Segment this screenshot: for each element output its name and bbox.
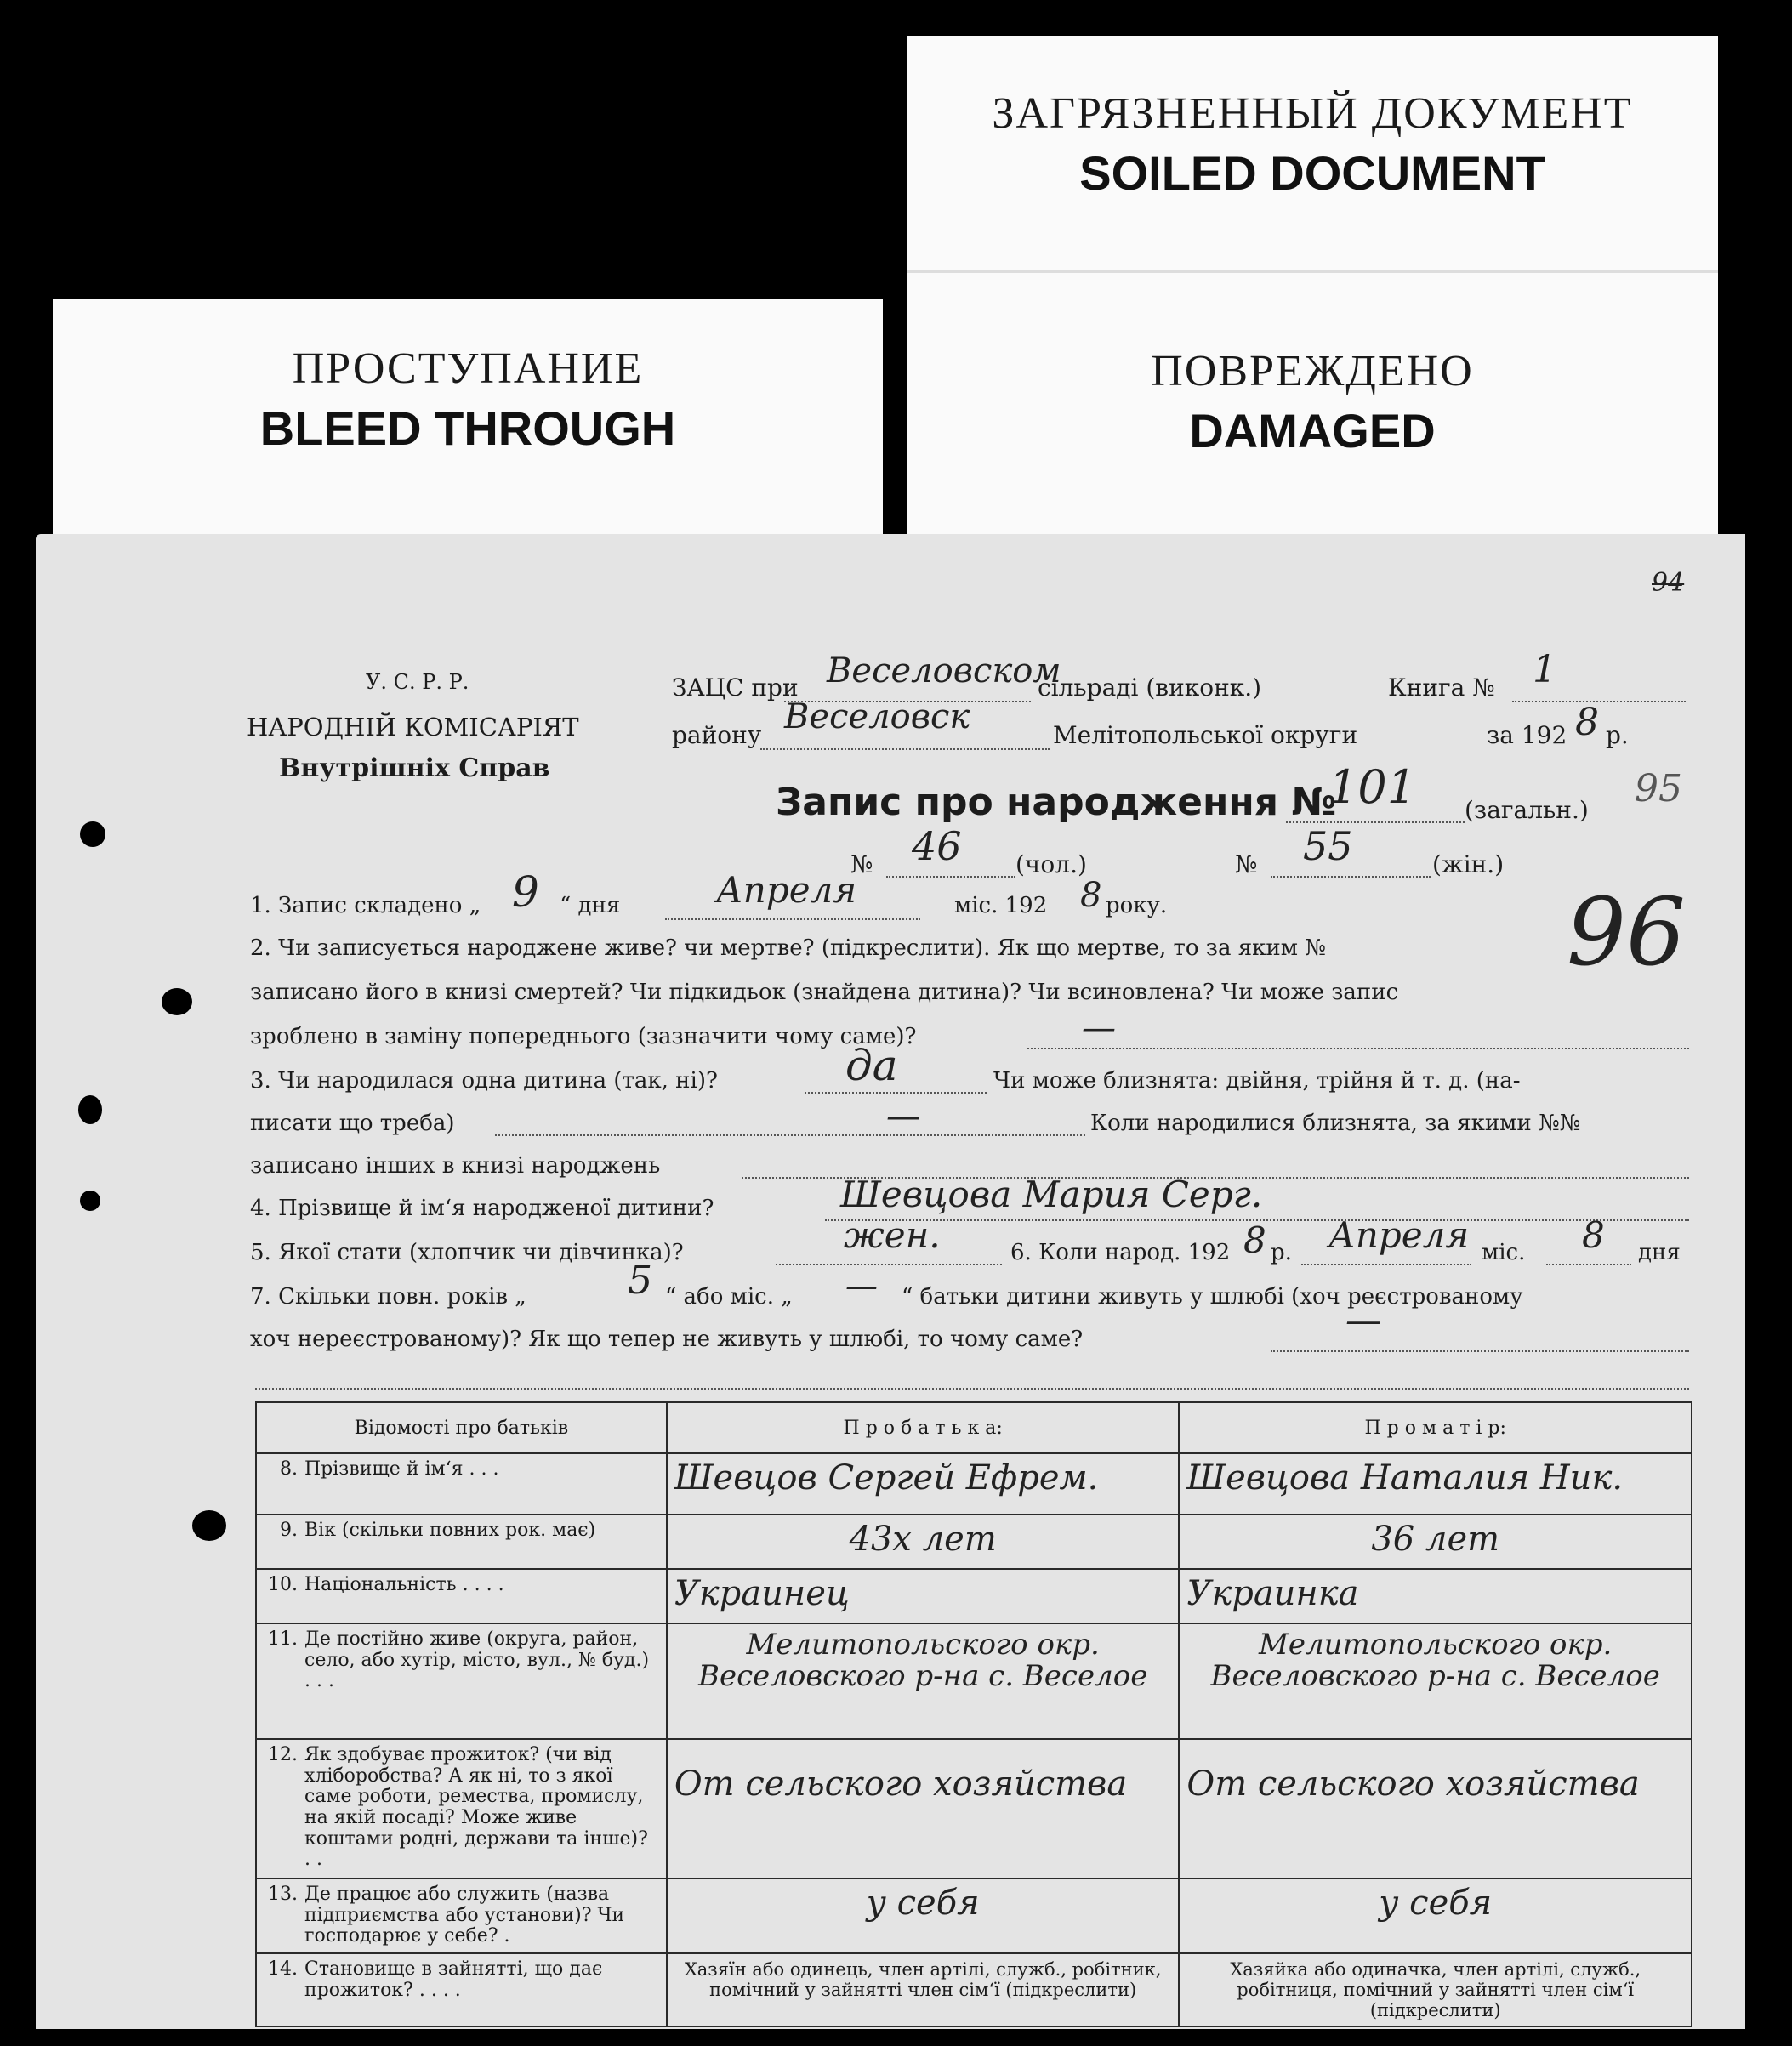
record-month-handwritten: Апреля xyxy=(716,869,857,911)
bleed-label-en: BLEED THROUGH xyxy=(259,401,676,455)
line3b-text: Чи може близнята: двійня, трійня й т. д. (на- xyxy=(993,1068,1521,1094)
line3c-line xyxy=(495,1134,1085,1136)
record-number-handwritten: 101 xyxy=(1328,760,1417,814)
mother-occupation-status: Хазяйка або одиначка, член артілі, служб., робітниця, помічний у зайнятті член сім‘ї (підкреслити) xyxy=(1179,1953,1692,2026)
table-row xyxy=(256,1623,1692,1739)
line2-text: 2. Чи записується народжене живе? чи мертве? (підкреслити). Як що мертве, то за яким № xyxy=(250,935,1326,961)
replacement-handwritten: — xyxy=(1082,1009,1116,1048)
bleed-label-ru: ПРОСТУПАНИЕ xyxy=(292,344,644,393)
soiled-label-en: SOILED DOCUMENT xyxy=(1079,146,1545,200)
record-month-line xyxy=(665,918,920,920)
soiled-label-ru: ЗАГРЯЗНЕННЫЙ ДОКУМЕНТ xyxy=(992,89,1633,138)
punch-hole xyxy=(162,988,192,1015)
marriage-years-handwritten: 5 xyxy=(628,1257,653,1303)
col-head-mother: П р о м а т і р: xyxy=(1179,1402,1692,1453)
line3a-text: 3. Чи народилася одна дитина (так, ні)? xyxy=(250,1068,718,1094)
bleed-through-card xyxy=(53,299,883,546)
row-label: Національність . . . . xyxy=(304,1574,504,1595)
district-line xyxy=(760,748,1050,750)
line3e-text: записано інших в книзі народжень xyxy=(250,1153,661,1179)
line6-label-c: міс. xyxy=(1482,1240,1526,1265)
father-occupation-status: Хазяїн або одинець, член артілі, служб., робітник, помічний у зайнятті член сім‘ї (підкреслити) xyxy=(667,1953,1180,2026)
line7-label-b: “ або міс. „ xyxy=(665,1284,793,1310)
row-number: 10. xyxy=(268,1574,298,1595)
line2c-text: зроблено в заміну попереднього (зазначити чому саме)? xyxy=(250,1024,917,1049)
line6-month-line xyxy=(1301,1264,1471,1265)
line5-line xyxy=(776,1264,1002,1265)
line6-label-d: дня xyxy=(1638,1240,1681,1265)
line7-label-c: “ батьки дитини живуть у шлюбі (хоч реєстрованому xyxy=(902,1284,1523,1310)
record-year-handwritten: 8 xyxy=(1080,876,1102,915)
line3d-text: Коли народилися близнята, за якими №№ xyxy=(1090,1111,1581,1136)
row-number: 8. xyxy=(280,1458,298,1480)
row-label: Де постійно живе (округа, район, село, або хутір, місто, вул., № буд.) . . . xyxy=(304,1628,650,1692)
record-title: Запис про народження № xyxy=(776,781,1337,824)
father-residence: Мелитопольского окр. Веселовского р-на с. Веселое xyxy=(667,1623,1180,1739)
table-row xyxy=(256,1739,1692,1878)
male-no-label: № xyxy=(850,850,873,878)
female-label: (жін.) xyxy=(1432,850,1505,878)
ministry-label: Внутрішніх Справ xyxy=(279,753,550,783)
line7e-line xyxy=(255,1388,1689,1390)
father-workplace: у себя xyxy=(667,1878,1180,1953)
row-number: 14. xyxy=(268,1958,298,1980)
table-row xyxy=(256,1878,1692,1953)
male-label: (чол.) xyxy=(1015,850,1087,878)
district-handwritten: Веселовск xyxy=(784,697,970,736)
mother-age: 36 лет xyxy=(1179,1515,1692,1569)
mother-workplace: у себя xyxy=(1179,1878,1692,1953)
marriage-reason-handwritten: — xyxy=(1345,1299,1381,1341)
table-row xyxy=(256,1569,1692,1623)
line1-label-d: року. xyxy=(1106,893,1168,918)
line2b-text: записано його в книзі смертей? Чи підкидьок (знайдена дитина)? Чи всиновлена? Чи може запис xyxy=(250,980,1399,1005)
row-label: Як здобуває прожиток? (чи від хліборобства? А як ні, то з якої саме роботи, ремества, промислу, на якій посаді? Може живе коштами родні, держави та інше)? . . xyxy=(304,1744,648,1871)
year-handwritten: 8 xyxy=(1575,701,1599,744)
row-number: 13. xyxy=(268,1884,298,1905)
row-number: 12. xyxy=(268,1744,298,1765)
birth-day-handwritten: 8 xyxy=(1582,1214,1605,1256)
book-line xyxy=(1512,701,1686,702)
line7-label-a: 7. Скільки повн. років „ xyxy=(250,1284,526,1310)
male-number-line xyxy=(886,876,1015,878)
line1-label-b: “ дня xyxy=(560,893,621,918)
row-label: Вік (скільки повних рок. має) xyxy=(304,1520,596,1541)
single-child-line xyxy=(805,1092,987,1094)
line1-label-c: міс. 192 xyxy=(954,893,1048,918)
line3c-text: писати що треба) xyxy=(250,1111,455,1136)
book-label: Книга № xyxy=(1388,673,1495,702)
year-prefix: за 192 xyxy=(1487,721,1567,749)
zags-label: ЗАЦС при xyxy=(672,673,799,702)
damaged-card xyxy=(907,270,1718,545)
record-day-handwritten: 9 xyxy=(512,867,539,917)
general-label: (загальн.) xyxy=(1465,796,1589,824)
okrug-label: Мелітопольської округи xyxy=(1053,721,1358,749)
row-label: Де працює або служить (назва підприємства або установи)? Чи господарює у себе? . xyxy=(304,1884,625,1947)
birth-record-sheet xyxy=(36,534,1745,2029)
birth-month-handwritten: Апреля xyxy=(1328,1214,1470,1256)
father-nationality: Украинец xyxy=(667,1569,1180,1623)
twins-handwritten: — xyxy=(886,1097,920,1136)
republic-label: У. С. Р. Р. xyxy=(366,670,469,694)
table-row xyxy=(256,1953,1692,2026)
table-row xyxy=(256,1515,1692,1569)
female-number-line xyxy=(1271,876,1431,878)
female-no-label: № xyxy=(1235,850,1258,878)
damaged-label-ru: ПОВРЕЖДЕНО xyxy=(1151,347,1474,395)
village-handwritten: Веселовском xyxy=(827,651,1061,691)
col-head-father: П р о б а т ь к а: xyxy=(667,1402,1180,1453)
line2c-line xyxy=(1027,1048,1689,1049)
year-suffix: р. xyxy=(1606,721,1629,749)
line4-text: 4. Прізвище й ім‘я народженої дитини? xyxy=(250,1196,714,1221)
child-sex-handwritten: жен. xyxy=(844,1214,941,1256)
punch-hole xyxy=(78,1095,102,1124)
child-name-handwritten: Шевцова Мария Серг. xyxy=(840,1174,1263,1215)
council-label: сільраді (виконк.) xyxy=(1038,673,1262,702)
female-number-handwritten: 55 xyxy=(1303,823,1353,869)
line1-label-a: 1. Запис складено „ xyxy=(250,893,481,918)
archive-page-number: 94 xyxy=(1652,568,1685,598)
row-number: 9. xyxy=(280,1520,298,1541)
line7-label-d: хоч нереєстрованому)? Як що тепер не живуть у шлюбі, то чому саме? xyxy=(250,1327,1084,1352)
line7d-line xyxy=(1271,1350,1689,1352)
father-age: 43х лет xyxy=(667,1515,1180,1569)
line6-day-line xyxy=(1546,1264,1631,1265)
father-name: Шевцов Сергей Ефрем. xyxy=(667,1453,1180,1515)
line5-text: 5. Якої стати (хлопчик чи дівчинка)? xyxy=(250,1240,684,1265)
row-number: 11. xyxy=(268,1628,298,1650)
birth-year-handwritten: 8 xyxy=(1243,1219,1266,1261)
commissariat-label: НАРОДНІЙ КОМІСАРІЯТ xyxy=(247,713,579,742)
mother-name: Шевцова Наталия Ник. xyxy=(1179,1453,1692,1515)
row-label: Становище в зайнятті, що дає прожиток? . . . . xyxy=(304,1958,603,2001)
side-number-96: 96 xyxy=(1567,878,1686,986)
side-number-95: 95 xyxy=(1635,767,1682,810)
line6-label-a: 6. Коли народ. 192 xyxy=(1010,1240,1231,1265)
mother-residence: Мелитопольского окр. Веселовского р-на с. Веселое xyxy=(1179,1623,1692,1739)
district-label: району xyxy=(672,721,762,749)
mother-nationality: Украинка xyxy=(1179,1569,1692,1623)
table-row xyxy=(256,1453,1692,1515)
male-number-handwritten: 46 xyxy=(912,823,962,869)
single-child-handwritten: да xyxy=(845,1041,898,1090)
damaged-label-en: DAMAGED xyxy=(1189,404,1436,458)
punch-hole xyxy=(192,1510,226,1541)
col-head-info: Відомості про батьків xyxy=(256,1402,667,1453)
row-label: Прізвище й ім‘я . . . xyxy=(304,1458,499,1480)
father-livelihood: От сельского хозяйства xyxy=(667,1739,1180,1878)
punch-hole xyxy=(80,821,105,847)
punch-hole xyxy=(80,1191,100,1211)
marriage-months-handwritten: — xyxy=(845,1267,878,1304)
parents-table xyxy=(255,1401,1692,2027)
book-number-handwritten: 1 xyxy=(1533,648,1556,691)
mother-livelihood: От сельского хозяйства xyxy=(1179,1739,1692,1878)
line6-label-b: р. xyxy=(1271,1240,1292,1265)
